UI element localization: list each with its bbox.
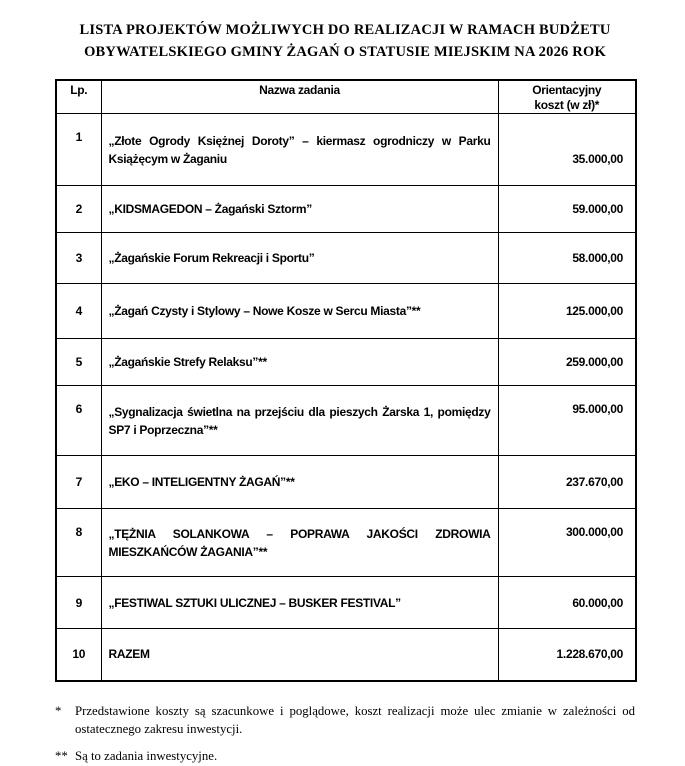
table-row — [56, 186, 636, 233]
table-row — [56, 386, 636, 456]
task-name-cell: „TĘŻNIA SOLANKOWA – POPRAWA JAKOŚCI ZDROWIA MIESZKAŃCÓW ŻAGANIA”** — [101, 509, 498, 577]
table-header-row — [56, 80, 636, 114]
page-title-line1: LISTA PROJEKTÓW MOŻLIWYCH DO REALIZACJI W RAMACH BUDŻETU — [79, 22, 611, 38]
footnote-2-marker: ** — [55, 748, 68, 763]
cost-cell: 259.000,00 — [498, 339, 636, 386]
task-name-cell: „Żagańskie Forum Rekreacji i Sportu” — [101, 233, 498, 284]
row-number-cell: 2 — [56, 186, 101, 233]
column-header-name: Nazwa zadania — [101, 80, 498, 114]
row-number-cell: 1 — [56, 114, 101, 186]
row-number-cell: 5 — [56, 339, 101, 386]
footnote-1 — [55, 702, 635, 738]
task-name-cell: „FESTIWAL SZTUKI ULICZNEJ – BUSKER FESTIVAL” — [101, 577, 498, 629]
projects-table — [55, 79, 637, 682]
cost-cell: 59.000,00 — [498, 186, 636, 233]
row-number-cell: 3 — [56, 233, 101, 284]
task-name-cell: „Złote Ogrody Księżnej Doroty” – kiermasz ogrodniczy w Parku Książęcym w Żaganiu — [101, 114, 498, 186]
table-row — [56, 509, 636, 577]
row-number-cell: 6 — [56, 386, 101, 456]
footnote-2-text: Są to zadania inwestycyjne. — [75, 748, 218, 763]
footnote-1-text: Przedstawione koszty są szacunkowe i poglądowe, koszt realizacji może ulec zmianie w zależności od ostatecznego zakresu inwestycji. — [75, 703, 635, 736]
task-name-cell: „Żagań Czysty i Stylowy – Nowe Kosze w Sercu Miasta”** — [101, 284, 498, 339]
task-name-cell: „EKO – INTELIGENTNY ŻAGAŃ”** — [101, 456, 498, 509]
row-number-cell: 4 — [56, 284, 101, 339]
cost-cell: 60.000,00 — [498, 577, 636, 629]
cost-cell: 95.000,00 — [498, 386, 636, 456]
column-header-cost-line1: Orientacyjny — [532, 83, 602, 97]
footnote-2 — [55, 747, 635, 765]
table-row — [56, 339, 636, 386]
total-label-cell: RAZEM — [101, 629, 498, 681]
column-header-cost-line2: koszt (w zł)* — [534, 98, 600, 112]
cost-cell: 237.670,00 — [498, 456, 636, 509]
table-row — [56, 577, 636, 629]
task-name-cell: „Sygnalizacja świetlna na przejściu dla pieszych Żarska 1, pomiędzy SP7 i Poprzeczna”** — [101, 386, 498, 456]
table-row — [56, 284, 636, 339]
page-title — [55, 19, 635, 63]
page-title-line2: OBYWATELSKIEGO GMINY ŻAGAŃ O STATUSIE MIEJSKIM NA 2026 ROK — [84, 44, 606, 60]
table-row — [56, 456, 636, 509]
table-row — [56, 233, 636, 284]
column-header-lp: Lp. — [56, 80, 101, 114]
row-number-cell: 8 — [56, 509, 101, 577]
row-number-cell: 9 — [56, 577, 101, 629]
cost-cell: 35.000,00 — [498, 114, 636, 186]
table-row — [56, 114, 636, 186]
cost-cell: 300.000,00 — [498, 509, 636, 577]
task-name-cell: „KIDSMAGEDON – Żagański Sztorm” — [101, 186, 498, 233]
total-cost-cell: 1.228.670,00 — [498, 629, 636, 681]
row-number-cell: 10 — [56, 629, 101, 681]
row-number-cell: 7 — [56, 456, 101, 509]
table-row-total — [56, 629, 636, 681]
cost-cell: 58.000,00 — [498, 233, 636, 284]
footnotes — [55, 702, 635, 765]
column-header-cost — [498, 80, 636, 114]
task-name-cell: „Żagańskie Strefy Relaksu”** — [101, 339, 498, 386]
footnote-1-marker: * — [55, 703, 62, 718]
cost-cell: 125.000,00 — [498, 284, 636, 339]
